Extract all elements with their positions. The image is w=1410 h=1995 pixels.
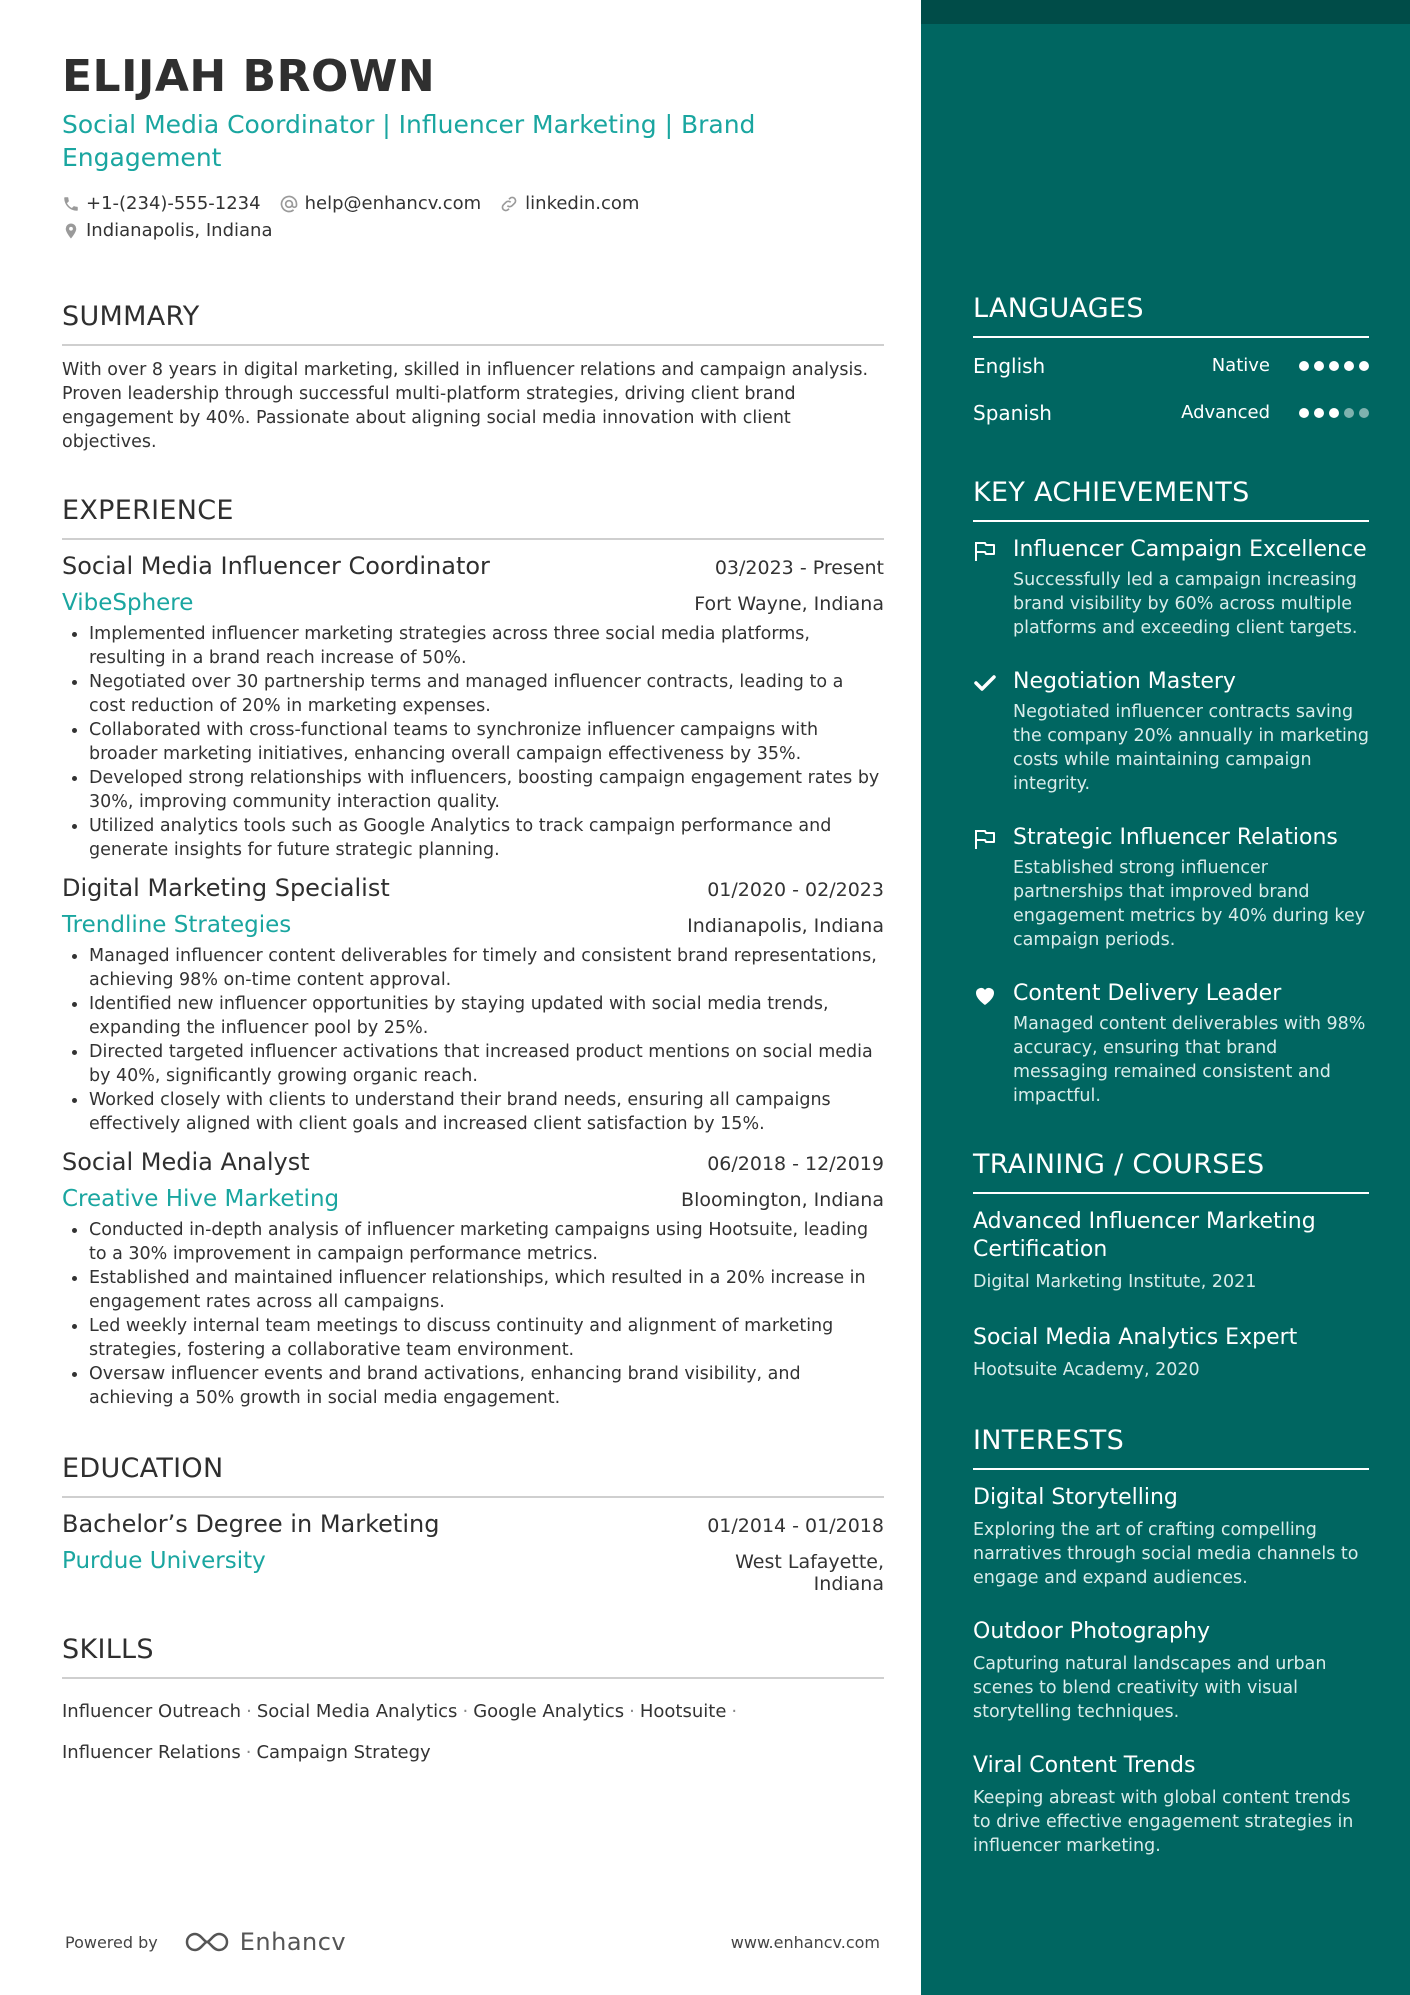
- education-location-line1: West Lafayette,: [735, 1551, 884, 1573]
- powered-by-label: Powered by: [65, 1932, 158, 1952]
- email-text: help@enhancv.com: [304, 193, 482, 214]
- course-provider: Digital Marketing Institute, 2021: [973, 1272, 1257, 1292]
- section-divider: [973, 520, 1369, 522]
- skill-label: Google Analytics: [473, 1701, 625, 1722]
- link-icon: [499, 194, 519, 214]
- skill-item: [640, 1701, 742, 1722]
- job-entry: [62, 550, 884, 862]
- achievement-item: [973, 824, 1369, 952]
- job-entry: [62, 872, 884, 1136]
- language-name: Spanish: [973, 400, 1052, 425]
- at-icon: [279, 194, 299, 214]
- rating-dot: [1359, 361, 1369, 371]
- course-provider: Hootsuite Academy, 2020: [973, 1360, 1200, 1380]
- company-name: Trendline Strategies: [62, 912, 292, 938]
- footer: [65, 1928, 880, 1956]
- skill-item: [62, 1701, 257, 1722]
- job-location: Fort Wayne, Indiana: [694, 593, 884, 615]
- skill-label: Hootsuite: [639, 1701, 727, 1722]
- skill-item: [257, 1701, 473, 1722]
- rating-dot: [1314, 408, 1324, 418]
- achievement-body: [1013, 668, 1369, 796]
- job-list: [62, 550, 884, 1410]
- rating-dot: [1314, 361, 1324, 371]
- job-title: Social Media Influencer Coordinator: [62, 552, 490, 580]
- achievement-title: Influencer Campaign Excellence: [1013, 537, 1367, 562]
- website-link[interactable]: www.enhancv.com: [730, 1932, 880, 1952]
- job-title: Social Media Analyst: [62, 1148, 310, 1176]
- powered-by: [65, 1928, 346, 1956]
- course-item: [973, 1324, 1369, 1382]
- language-proficiency: [1181, 402, 1369, 423]
- language-level: Advanced: [1181, 402, 1270, 423]
- achievement-body: [1013, 824, 1369, 952]
- interest-item: [973, 1618, 1369, 1724]
- bullet-item: Worked closely with clients to understand their brand needs, ensuring all campaigns effectively aligned with client goals and increased client satisfaction by 15%.: [89, 1088, 884, 1136]
- rating-dot: [1329, 408, 1339, 418]
- linkedin-text: linkedin.com: [525, 193, 640, 214]
- company-name: Creative Hive Marketing: [62, 1186, 340, 1212]
- interest-title: Digital Storytelling: [973, 1485, 1178, 1510]
- languages-title: LANGUAGES: [973, 293, 1144, 324]
- job-header: [62, 550, 884, 582]
- flag-icon: [973, 536, 1013, 640]
- achievements-title: KEY ACHIEVEMENTS: [973, 477, 1250, 508]
- linkedin-contact[interactable]: [499, 193, 639, 214]
- education-entry: [62, 1508, 884, 1595]
- bullet-item: Led weekly internal team meetings to discuss continuity and alignment of marketing strategies, fostering a collaborative team environment.: [89, 1314, 884, 1362]
- achievement-description: Negotiated influencer contracts saving the company 20% annually in marketing costs while maintaining campaign integrity.: [1013, 702, 1370, 794]
- bullet-item: Directed targeted influencer activations that increased product mentions on social media by 40%, significantly growing organic reach.: [89, 1040, 884, 1088]
- summary-title: SUMMARY: [62, 301, 200, 332]
- school-name: Purdue University: [62, 1548, 266, 1574]
- bullet-item: Negotiated over 30 partnership terms and managed influencer contracts, leading to a cost reduction of 20% in marketing expenses.: [89, 670, 884, 718]
- bullet-item: Utilized analytics tools such as Google Analytics to track campaign performance and generate insights for future strategic planning.: [89, 814, 884, 862]
- skills-section: [62, 1633, 884, 1773]
- language-list: [973, 342, 1369, 436]
- job-bullets: [62, 944, 884, 1136]
- bullet-item: Identified new influencer opportunities by staying updated with social media trends, expanding the influencer pool by 25%.: [89, 992, 884, 1040]
- interests-title: INTERESTS: [973, 1425, 1125, 1456]
- skills-title: SKILLS: [62, 1634, 154, 1665]
- achievement-title: Strategic Influencer Relations: [1013, 825, 1338, 850]
- job-dates: 01/2020 - 02/2023: [707, 879, 884, 901]
- job-location: Bloomington, Indiana: [681, 1189, 884, 1211]
- language-level: Native: [1211, 355, 1270, 376]
- achievement-title: Negotiation Mastery: [1013, 669, 1236, 694]
- education-dates: 01/2014 - 01/2018: [707, 1515, 884, 1537]
- experience-section: [62, 494, 884, 1410]
- job-location: Indianapolis, Indiana: [687, 915, 884, 937]
- section-divider: [62, 1677, 884, 1679]
- interest-description: Capturing natural landscapes and urban scenes to blend creativity with visual storytelling techniques.: [973, 1654, 1327, 1722]
- skill-separator: ·: [731, 1701, 738, 1722]
- sidebar-top-bar: [921, 0, 1410, 24]
- headline: Social Media Coordinator | Influencer Marketing | Brand Engagement: [62, 110, 756, 172]
- interest-description: Keeping abreast with global content trends to drive effective engagement strategies in influencer marketing.: [973, 1788, 1354, 1856]
- phone-icon: [62, 195, 80, 213]
- bullet-item: Collaborated with cross-functional teams to synchronize influencer campaigns with broader marketing initiatives, enhancing overall campaign effectiveness by 35%.: [89, 718, 884, 766]
- rating-dot: [1344, 408, 1354, 418]
- achievement-list: [973, 536, 1369, 1108]
- location-pin-icon: [62, 221, 80, 241]
- language-proficiency: [1212, 355, 1369, 376]
- section-divider: [973, 1468, 1369, 1470]
- job-subheader: [62, 588, 884, 618]
- check-icon: [973, 668, 1013, 796]
- interest-description: Exploring the art of crafting compelling narratives through social media channels to engage and expand audiences.: [973, 1520, 1359, 1588]
- education-location-line2: Indiana: [813, 1573, 884, 1595]
- bullet-item: Conducted in-depth analysis of influencer marketing campaigns using Hootsuite, leading to a 30% improvement in campaign performance metrics.: [89, 1218, 884, 1266]
- interests-section: [973, 1424, 1369, 1858]
- skill-label: Influencer Outreach: [62, 1701, 242, 1722]
- brand-name: Enhancv: [239, 1928, 347, 1956]
- section-divider: [973, 1192, 1369, 1194]
- education-section: [62, 1452, 884, 1595]
- bullet-item: Developed strong relationships with influencers, boosting campaign engagement rates by 30%, improving community interaction quality.: [89, 766, 884, 814]
- job-bullets: [62, 1218, 884, 1410]
- training-section: [973, 1148, 1369, 1382]
- achievement-item: [973, 536, 1369, 640]
- education-title: EDUCATION: [62, 1453, 224, 1484]
- language-row: [973, 342, 1369, 389]
- achievement-description: Successfully led a campaign increasing brand visibility by 60% across multiple platforms and exceeding client targets.: [1013, 570, 1358, 638]
- rating-dot: [1359, 408, 1369, 418]
- section-divider: [62, 344, 884, 346]
- summary-section: [62, 300, 884, 454]
- achievement-body: [1013, 980, 1369, 1108]
- course-item: [973, 1208, 1369, 1294]
- bullet-item: Implemented influencer marketing strategies across three social media platforms, resulting in a brand reach increase of 50%.: [89, 622, 884, 670]
- location-contact: [62, 220, 273, 241]
- interest-item: [973, 1752, 1369, 1858]
- skills-list: [62, 1691, 884, 1773]
- skill-separator: ·: [246, 1701, 252, 1722]
- bullet-item: Managed influencer content deliverables for timely and consistent brand representations, achieving 98% on-time content approval.: [89, 944, 884, 992]
- experience-title: EXPERIENCE: [62, 495, 234, 526]
- interest-title: Outdoor Photography: [973, 1619, 1210, 1644]
- skill-label: Social Media Analytics: [256, 1701, 458, 1722]
- sidebar: [921, 0, 1410, 1995]
- job-entry: [62, 1146, 884, 1410]
- achievement-item: [973, 980, 1369, 1108]
- job-header: [62, 1146, 884, 1178]
- rating-dots: [1294, 408, 1369, 418]
- job-subheader: [62, 910, 884, 940]
- phone-contact[interactable]: [62, 193, 261, 214]
- skill-separator: ·: [462, 1701, 469, 1722]
- summary-text: With over 8 years in digital marketing, skilled in influencer relations and campaign analysis. Proven leadership through successful multi-platform strategies, driving client brand engagement by 40%. Passionate about aligning social media innovation with client objectives.: [62, 360, 869, 452]
- skill-item: [473, 1701, 640, 1722]
- company-name: VibeSphere: [62, 590, 194, 616]
- rating-dot: [1299, 408, 1309, 418]
- skill-item: [62, 1742, 256, 1763]
- job-header: [62, 872, 884, 904]
- flag-icon: [973, 824, 1013, 952]
- achievement-title: Content Delivery Leader: [1013, 981, 1282, 1006]
- achievement-item: [973, 668, 1369, 796]
- heart-icon: [973, 980, 1013, 1108]
- course-title: Advanced Influencer Marketing Certification: [973, 1209, 1316, 1262]
- section-divider: [62, 1496, 884, 1498]
- skill-label: Influencer Relations: [62, 1742, 241, 1763]
- skill-item: [256, 1742, 430, 1763]
- job-bullets: [62, 622, 884, 862]
- section-divider: [62, 538, 884, 540]
- interest-title: Viral Content Trends: [973, 1753, 1196, 1778]
- rating-dot: [1329, 361, 1339, 371]
- phone-text: +1-(234)-555-1234: [86, 193, 261, 214]
- achievement-body: [1013, 536, 1369, 640]
- job-title: Digital Marketing Specialist: [62, 874, 390, 902]
- achievement-description: Established strong influencer partnerships that improved brand engagement metrics by 40% during key campaign periods.: [1013, 858, 1366, 950]
- section-divider: [973, 336, 1369, 338]
- skill-separator: ·: [629, 1701, 635, 1722]
- achievements-section: [973, 476, 1369, 1108]
- rating-dot: [1299, 361, 1309, 371]
- candidate-name: ELIJAH BROWN: [62, 51, 436, 102]
- email-contact[interactable]: [279, 193, 482, 214]
- language-row: [973, 389, 1369, 436]
- job-dates: 03/2023 - Present: [714, 557, 884, 579]
- degree: Bachelor’s Degree in Marketing: [62, 1510, 440, 1538]
- skill-label: Campaign Strategy: [256, 1742, 431, 1763]
- training-title: TRAINING / COURSES: [973, 1149, 1265, 1180]
- education-location: [735, 1551, 884, 1595]
- course-title: Social Media Analytics Expert: [973, 1325, 1298, 1350]
- rating-dots: [1294, 361, 1369, 371]
- main-column: [62, 48, 884, 1773]
- languages-section: [973, 292, 1369, 436]
- bullet-item: Oversaw influencer events and brand activations, enhancing brand visibility, and achieving a 50% growth in social media engagement.: [89, 1362, 884, 1410]
- enhancv-logo-icon: [184, 1931, 230, 1953]
- skill-separator: ·: [245, 1742, 252, 1763]
- achievement-description: Managed content deliverables with 98% accuracy, ensuring that brand messaging remained consistent and impactful.: [1013, 1014, 1366, 1106]
- contact-info: [62, 190, 884, 244]
- language-name: English: [973, 353, 1046, 378]
- job-dates: 06/2018 - 12/2019: [707, 1153, 884, 1175]
- course-list: [973, 1208, 1369, 1382]
- interest-item: [973, 1484, 1369, 1590]
- interest-list: [973, 1484, 1369, 1858]
- location-text: Indianapolis, Indiana: [86, 220, 273, 241]
- job-subheader: [62, 1184, 884, 1214]
- bullet-item: Established and maintained influencer relationships, which resulted in a 20% increase in engagement rates across all campaigns.: [89, 1266, 884, 1314]
- rating-dot: [1344, 361, 1354, 371]
